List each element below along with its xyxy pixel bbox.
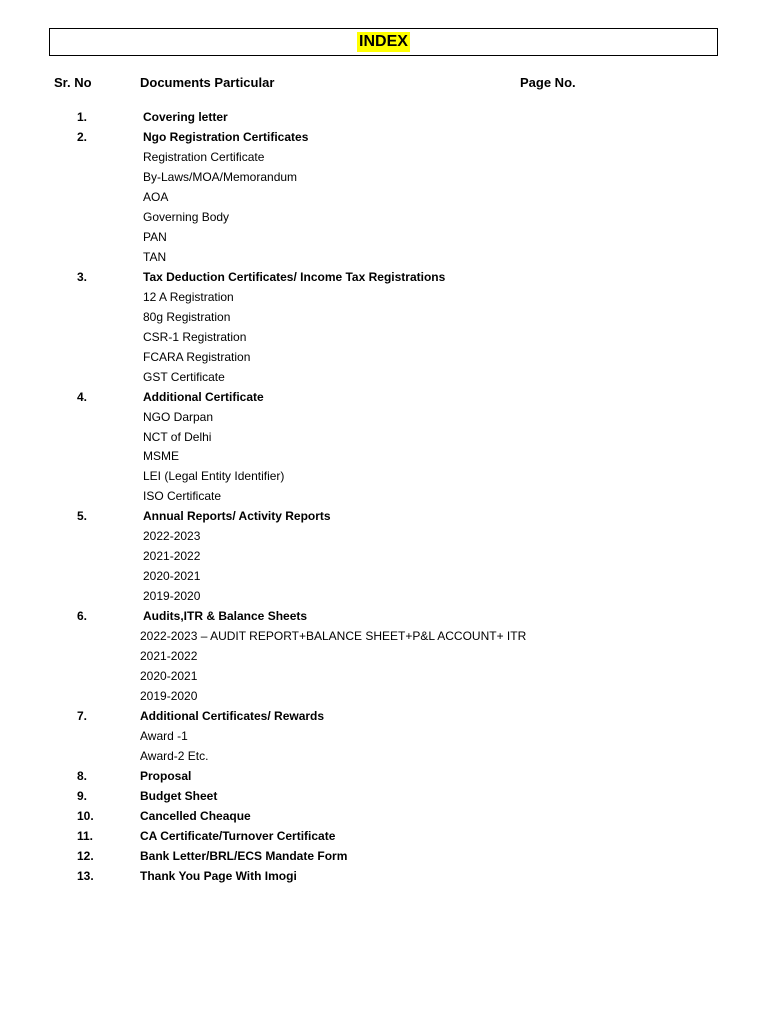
index-row-subitem: [0, 290, 768, 310]
row-document-name: CSR-1 Registration: [143, 329, 247, 344]
row-number: 7.: [77, 709, 88, 724]
row-number: 4.: [77, 389, 88, 404]
row-document-name: Registration Certificate: [143, 149, 265, 164]
index-row-subitem: [0, 150, 768, 170]
row-document-name: By-Laws/MOA/Memorandum: [143, 169, 298, 184]
index-title-box: [49, 28, 718, 56]
index-row-subitem: [0, 549, 768, 569]
row-document-name: 2019-2020: [143, 589, 201, 604]
row-document-name: 2020-2021: [140, 669, 198, 684]
row-number: 9.: [77, 788, 88, 803]
row-document-name: TAN: [143, 249, 167, 264]
row-document-name: NCT of Delhi: [143, 429, 212, 444]
index-row-numbered: [0, 709, 768, 729]
index-row-numbered: [0, 849, 768, 869]
index-row-numbered: [0, 769, 768, 789]
row-section-title: Covering letter: [143, 110, 228, 124]
row-document-name: GST Certificate: [143, 369, 225, 384]
row-number: 11.: [77, 828, 94, 843]
row-section-title: Thank You Page With Imogi: [140, 868, 297, 883]
index-row-subitem: [0, 469, 768, 489]
row-document-name: AOA: [143, 189, 169, 204]
page-title: INDEX: [359, 33, 408, 50]
index-row-numbered: [0, 509, 768, 529]
row-number: 6.: [77, 609, 88, 624]
index-row-subitem: [0, 569, 768, 589]
index-row-numbered: [0, 390, 768, 410]
row-section-title: Additional Certificate: [143, 389, 264, 404]
index-row-subitem: [0, 449, 768, 469]
row-document-name: 2019-2020: [140, 689, 198, 704]
row-document-name: Award-2 Etc.: [140, 749, 209, 763]
row-section-title: Additional Certificates/ Rewards: [140, 709, 325, 724]
row-number: 3.: [77, 269, 88, 284]
index-list: [0, 110, 768, 889]
index-row-subitem: [0, 669, 768, 689]
index-row-subitem: [0, 330, 768, 350]
column-header-documents: Documents Particular: [140, 75, 275, 90]
index-row-subitem: [0, 370, 768, 390]
column-header-sr-no: Sr. No: [54, 75, 92, 90]
row-document-name: 2022-2023 – AUDIT REPORT+BALANCE SHEET+P&L ACCOUNT+ ITR: [140, 629, 527, 644]
index-row-subitem: [0, 170, 768, 190]
row-number: 2.: [77, 129, 88, 144]
row-section-title: Ngo Registration Certificates: [143, 129, 309, 144]
row-document-name: PAN: [143, 229, 167, 244]
index-row-subitem: [0, 729, 768, 749]
row-section-title: Proposal: [140, 768, 192, 783]
row-document-name: Governing Body: [143, 209, 230, 224]
index-row-numbered: [0, 789, 768, 809]
row-document-name: LEI (Legal Entity Identifier): [143, 469, 285, 484]
index-row-subitem: [0, 190, 768, 210]
index-row-subitem: [0, 489, 768, 509]
row-document-name: MSME: [143, 449, 179, 464]
index-row-subitem: [0, 689, 768, 709]
row-section-title: Budget Sheet: [140, 788, 218, 803]
row-section-title: Bank Letter/BRL/ECS Mandate Form: [140, 848, 348, 863]
index-row-subitem: [0, 529, 768, 549]
index-row-numbered: [0, 809, 768, 829]
index-row-subitem: [0, 629, 768, 649]
row-document-name: FCARA Registration: [143, 349, 251, 364]
index-row-subitem: [0, 749, 768, 769]
row-document-name: 80g Registration: [143, 309, 231, 324]
index-row-numbered: [0, 609, 768, 629]
row-document-name: ISO Certificate: [143, 489, 222, 504]
row-section-title: CA Certificate/Turnover Certificate: [140, 828, 336, 843]
column-header-page-no: Page No.: [520, 75, 576, 90]
row-number: 10.: [77, 808, 94, 823]
index-row-numbered: [0, 110, 768, 130]
row-number: 1.: [77, 110, 88, 124]
row-number: 8.: [77, 768, 88, 783]
row-document-name: 2022-2023: [143, 529, 201, 544]
row-section-title: Annual Reports/ Activity Reports: [143, 509, 331, 524]
row-number: 12.: [77, 848, 94, 863]
row-document-name: NGO Darpan: [143, 409, 214, 424]
index-row-subitem: [0, 250, 768, 270]
row-section-title: Cancelled Cheaque: [140, 808, 251, 823]
index-row-subitem: [0, 350, 768, 370]
row-section-title: Tax Deduction Certificates/ Income Tax Registrations: [143, 269, 446, 284]
row-section-title: Audits,ITR & Balance Sheets: [143, 609, 308, 624]
index-row-numbered: [0, 829, 768, 849]
row-number: 5.: [77, 509, 88, 524]
index-row-subitem: [0, 589, 768, 609]
index-row-subitem: [0, 649, 768, 669]
index-row-subitem: [0, 430, 768, 450]
index-row-subitem: [0, 230, 768, 250]
index-row-subitem: [0, 310, 768, 330]
index-row-subitem: [0, 210, 768, 230]
row-document-name: 2021-2022: [140, 649, 198, 664]
row-number: 13.: [77, 868, 94, 883]
row-document-name: 12 A Registration: [143, 289, 234, 304]
index-row-subitem: [0, 410, 768, 430]
row-document-name: 2020-2021: [143, 569, 201, 584]
index-row-numbered: [0, 270, 768, 290]
index-row-numbered: [0, 130, 768, 150]
index-row-numbered: [0, 869, 768, 889]
row-document-name: 2021-2022: [143, 549, 201, 564]
row-document-name: Award -1: [140, 729, 188, 744]
